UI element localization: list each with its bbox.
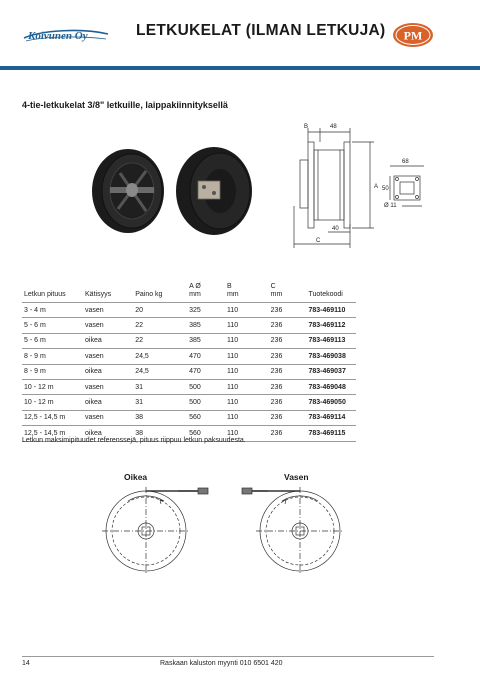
table-cell: 110 (225, 349, 269, 364)
table-cell: 8 - 9 m (22, 364, 83, 379)
table-cell: 10 - 12 m (22, 379, 83, 394)
table-cell: 31 (133, 379, 187, 394)
product-code: 783-469115 (306, 426, 356, 441)
table-cell: oikea (83, 395, 133, 410)
product-code: 783-469048 (306, 379, 356, 394)
table-cell: 110 (225, 303, 269, 318)
table-row (22, 364, 356, 379)
table-cell: 236 (269, 303, 307, 318)
footer-divider (22, 656, 434, 657)
label-11: Ø 11 (384, 203, 397, 209)
label-c: C (316, 238, 321, 244)
table-row (22, 410, 356, 425)
table-cell: 470 (187, 364, 225, 379)
table-cell: vasen (83, 318, 133, 333)
table-cell: 236 (269, 349, 307, 364)
label-a: A (374, 184, 379, 190)
page-title: LETKUKELAT (ILMAN LETKUJA) (136, 22, 386, 39)
col-side: Kätisyys (85, 291, 112, 298)
product-code: 783-469110 (306, 303, 356, 318)
table-cell: vasen (83, 379, 133, 394)
product-code: 783-469114 (306, 410, 356, 425)
col-a: A Ø mm (189, 283, 201, 298)
table-cell: oikea (83, 333, 133, 348)
col-b: B mm (226, 283, 239, 298)
table-cell: 110 (225, 333, 269, 348)
product-code: 783-469050 (306, 395, 356, 410)
table-row (22, 303, 356, 318)
hose-reel-photo (90, 143, 260, 238)
table-cell: 38 (133, 426, 187, 441)
table-cell: 500 (187, 379, 225, 394)
label-50: 50 (382, 186, 389, 192)
table-cell: 236 (269, 364, 307, 379)
table-cell: 110 (225, 426, 269, 441)
col-code: Tuotekoodi (308, 291, 343, 298)
col-c: C mm (270, 283, 283, 298)
col-length: Letkun pituus (24, 291, 66, 298)
reel-rear-view (176, 147, 252, 235)
product-code: 783-469113 (306, 333, 356, 348)
table-row (22, 333, 356, 348)
table-cell: 10 - 12 m (22, 395, 83, 410)
label-40: 40 (332, 226, 339, 232)
footer-contact: Raskaan kaluston myynti 010 6501 420 (160, 660, 283, 667)
label-48: 48 (330, 124, 337, 130)
table-cell: 385 (187, 333, 225, 348)
reel-diagram-right (98, 483, 218, 575)
table-cell: 110 (225, 379, 269, 394)
product-code: 783-469038 (306, 349, 356, 364)
table-cell: vasen (83, 410, 133, 425)
table-cell: 8 - 9 m (22, 349, 83, 364)
table-cell: 110 (225, 318, 269, 333)
table-cell: 3 - 4 m (22, 303, 83, 318)
table-cell: vasen (83, 349, 133, 364)
label-vasen: Vasen (284, 472, 309, 482)
table-cell: vasen (83, 303, 133, 318)
table-cell: 110 (225, 410, 269, 425)
table-cell: 5 - 6 m (22, 333, 83, 348)
product-code: 783-469112 (306, 318, 356, 333)
table-cell: 5 - 6 m (22, 318, 83, 333)
product-code: 783-469037 (306, 364, 356, 379)
dimension-drawing (290, 120, 430, 254)
section-heading: 4-tie-letkukelat 3/8" letkuille, laippakiinnityksellä (22, 100, 228, 110)
reel-front-view (92, 149, 164, 233)
table-cell: 325 (187, 303, 225, 318)
koivunen-logo-text: Koivunen Oy (28, 30, 88, 42)
table-cell: 236 (269, 426, 307, 441)
label-oikea: Oikea (124, 472, 148, 482)
table-row (22, 395, 356, 410)
table-cell: 22 (133, 318, 187, 333)
table-cell: 470 (187, 349, 225, 364)
table-cell: 110 (225, 395, 269, 410)
product-table (22, 283, 356, 442)
table-cell: 236 (269, 395, 307, 410)
table-cell: 31 (133, 395, 187, 410)
table-row (22, 318, 356, 333)
header-divider (0, 66, 480, 70)
table-cell: 236 (269, 379, 307, 394)
table-cell: 12,5 - 14,5 m (22, 410, 83, 425)
table-cell: 20 (133, 303, 187, 318)
koivunen-logo (22, 24, 110, 46)
table-cell: 560 (187, 410, 225, 425)
page-number: 14 (22, 660, 30, 667)
table-cell: 236 (269, 333, 307, 348)
table-cell: 236 (269, 410, 307, 425)
pm-logo (392, 22, 434, 48)
table-cell: oikea (83, 426, 133, 441)
reel-diagram-left (236, 483, 356, 575)
table-row (22, 349, 356, 364)
table-cell: 24,5 (133, 349, 187, 364)
table-header-row (22, 283, 356, 303)
table-cell: 22 (133, 333, 187, 348)
table-cell: 385 (187, 318, 225, 333)
table-cell: 24,5 (133, 364, 187, 379)
table-cell: 12,5 - 14,5 m (22, 426, 83, 441)
footnote: Letkun maksimipituudet referenssejä, pituus riippuu letkun paksuudesta. (22, 437, 246, 444)
table-cell: 38 (133, 410, 187, 425)
table-cell: 236 (269, 318, 307, 333)
label-68: 68 (402, 159, 409, 165)
table-row (22, 379, 356, 394)
table-cell: oikea (83, 364, 133, 379)
table-cell: 500 (187, 395, 225, 410)
label-b: B (304, 124, 309, 130)
col-weight: Paino kg (135, 291, 163, 298)
table-cell: 560 (187, 426, 225, 441)
pm-logo-text: PM (403, 28, 423, 43)
table-cell: 110 (225, 364, 269, 379)
